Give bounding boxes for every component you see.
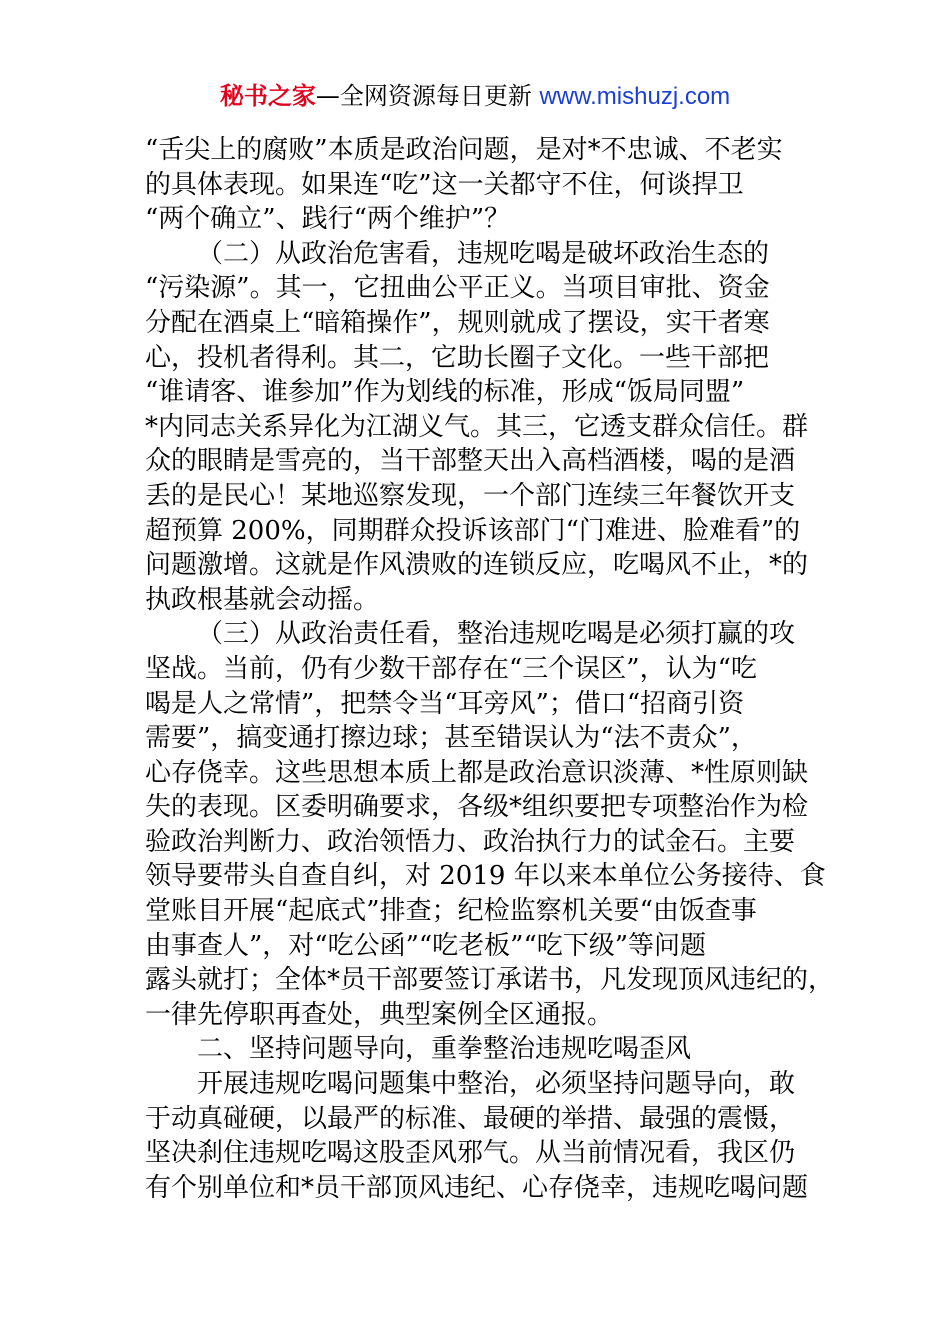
- body-line: 坚战。当前，仍有少数干部存在“三个误区”，认为“吃: [145, 653, 757, 684]
- site-header: [0, 80, 950, 113]
- body-line: 心，投机者得利。其二，它助长圈子文化。一些干部把: [145, 342, 770, 373]
- document-body: [145, 133, 835, 1205]
- body-line: 需要”，搞变通打擦边球；甚至错误认为“法不责众”，: [145, 723, 757, 754]
- body-line: 喝是人之常情”，把禁令当“耳旁风”；借口“招商引资: [145, 688, 745, 719]
- paragraph-start: 开展违规吃喝问题集中整治，必须坚持问题导向，敢: [197, 1069, 796, 1100]
- body-line: 堂账目开展“起底式”排查；纪检监察机关要“由饭查事: [145, 896, 757, 927]
- body-line: “两个确立”、践行“两个维护”？: [145, 204, 511, 235]
- body-line: *内同志关系异化为江湖义气。其三，它透支群众信任。群: [145, 411, 809, 442]
- body-line: 坚决刹住违规吃喝这股歪风邪气。从当前情况看，我区仍: [145, 1138, 796, 1169]
- body-line: “污染源”。其一，它扭曲公平正义。当项目审批、资金: [145, 273, 770, 304]
- body-line: 领导要带头自查自纠，对 2019 年以来本单位公务接待、食: [145, 861, 826, 892]
- body-line: 执政根基就会动摇。: [145, 584, 380, 615]
- body-line: 丢的是民心！某地巡察发现，一个部门连续三年餐饮开支: [145, 480, 796, 511]
- body-line: 问题激增。这就是作风溃败的连锁反应，吃喝风不止，*的: [145, 550, 809, 581]
- brand-name: 秘书之家: [219, 82, 316, 110]
- body-line: 露头就打；全体*员干部要签订承诺书，凡发现顶风违纪的，: [145, 965, 835, 996]
- body-line: 有个别单位和*员干部顶风违纪、心存侥幸，违规吃喝问题: [145, 1172, 809, 1203]
- body-line: 的具体表现。如果连“吃”这一关都守不住，何谈捍卫: [145, 169, 744, 200]
- body-line: “谁请客、谁参加”作为划线的标准，形成“饭局同盟”: [145, 377, 745, 408]
- body-line: 失的表现。区委明确要求，各级*组织要把专项整治作为检: [145, 792, 809, 823]
- site-url[interactable]: www.mishuzj.com: [539, 83, 731, 110]
- body-line: “舌尖上的腐败”本质是政治问题，是对*不忠诚、不老实: [145, 135, 783, 165]
- body-line: 一律先停职再查处，典型案例全区通报。: [145, 999, 614, 1030]
- body-line: 于动真碰硬，以最严的标准、最硬的举措、最强的震慑，: [145, 1103, 796, 1134]
- body-line: 超预算 200%，同期群众投诉该部门“门难进、脸难看”的: [145, 515, 801, 546]
- body-line: 众的眼睛是雪亮的，当干部整天出入高档酒楼，喝的是酒: [145, 446, 796, 477]
- section-heading: 二、坚持问题导向，重拳整治违规吃喝歪风: [197, 1034, 692, 1065]
- body-line: 心存侥幸。这些思想本质上都是政治意识淡薄、*性原则缺: [145, 757, 809, 788]
- body-line: 验政治判断力、政治领悟力、政治执行力的试金石。主要: [145, 826, 796, 857]
- paragraph-start: （三）从政治责任看，整治违规吃喝是必须打赢的攻: [197, 619, 796, 650]
- body-line: 由事查人”，对“吃公函”“吃老板”“吃下级”等问题: [145, 930, 707, 961]
- paragraph-start: （二）从政治危害看，违规吃喝是破坏政治生态的: [197, 238, 770, 269]
- body-line: 分配在酒桌上“暗箱操作”，规则就成了摆设，实干者寒: [145, 307, 770, 338]
- header-tagline: —全网资源每日更新: [315, 82, 540, 110]
